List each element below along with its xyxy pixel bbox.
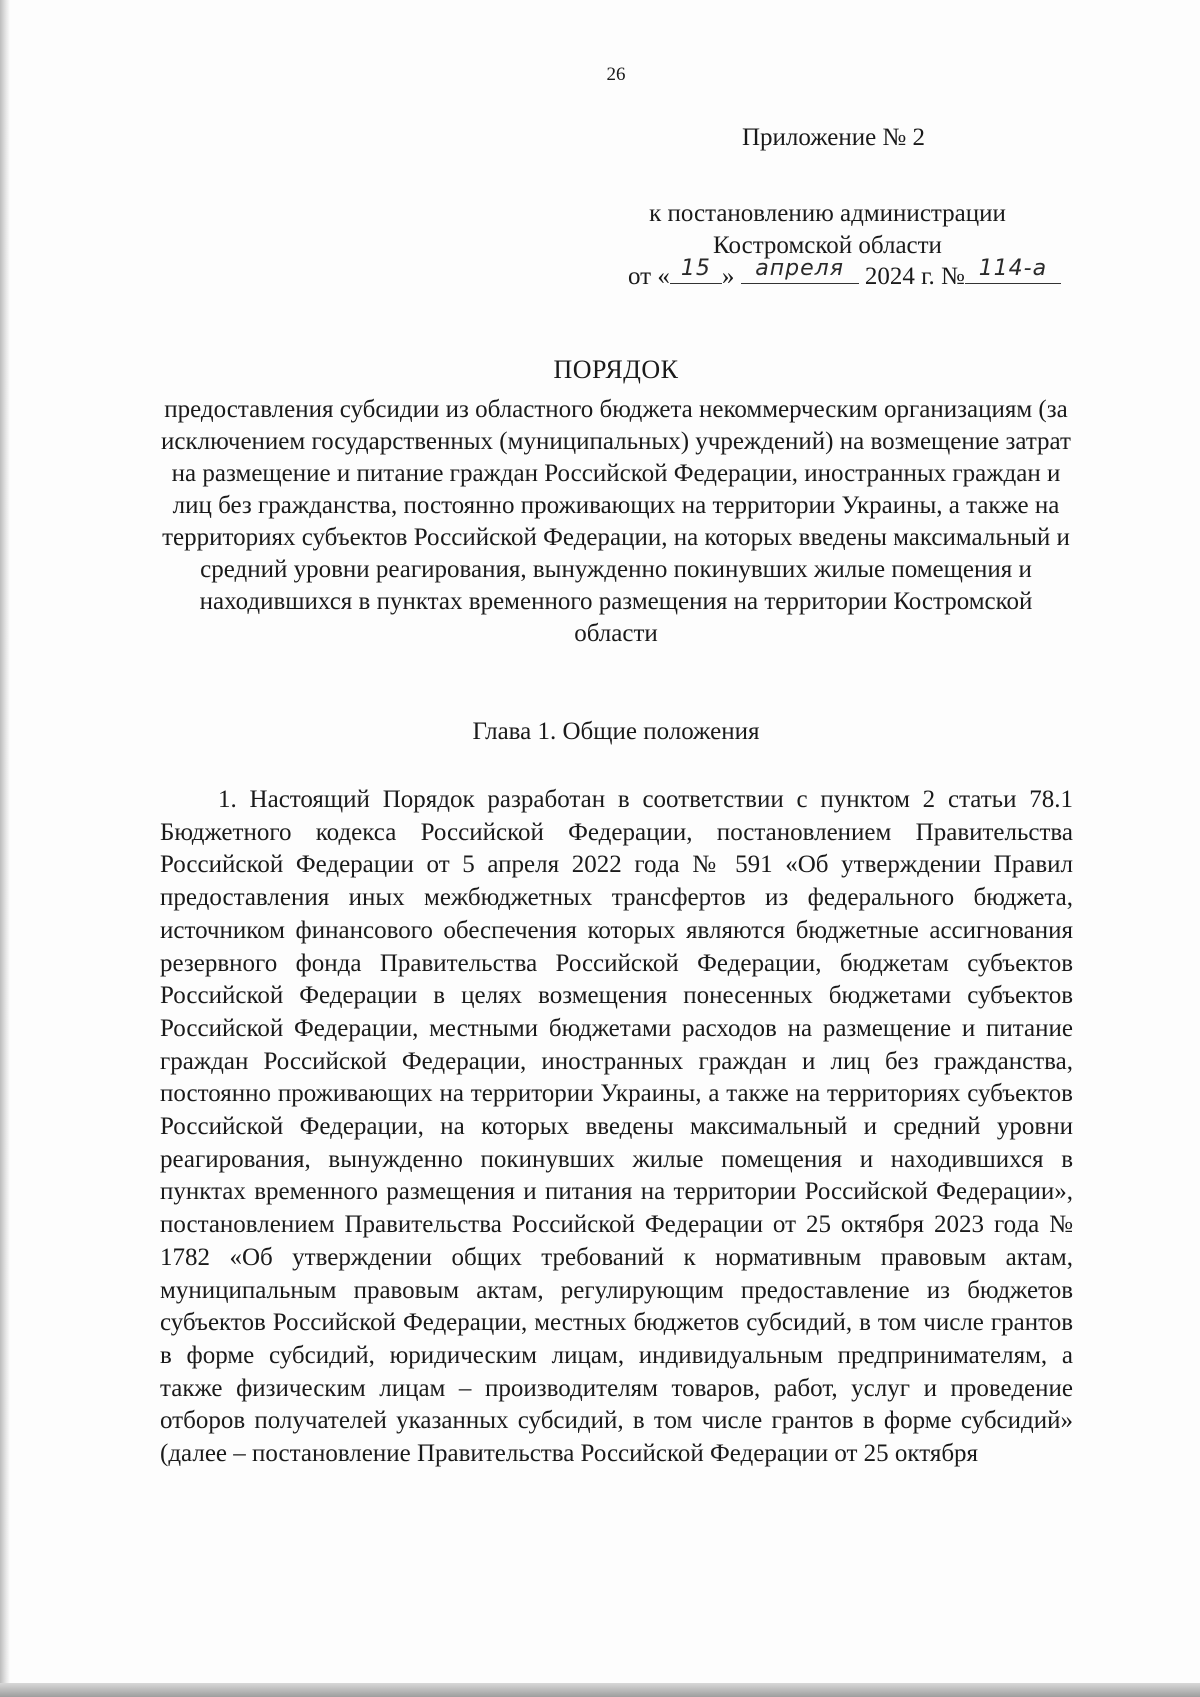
handwritten-day: 15 [680, 256, 711, 281]
chapter-heading: Глава 1. Общие положения [472, 718, 760, 745]
day-blank [670, 256, 722, 284]
scan-bottom-edge [0, 1683, 1200, 1697]
date-prefix: от « [628, 263, 670, 290]
document-subtitle: предоставления субсидии из областного бюджета некоммерческим организациям (за исключением государственных (муниципальных) учреждений) на возмещение затрат на размещение и питание граждан Российской Федерации, иностранных граждан и лиц без гражданства, постоянно проживающих на территории Украины, а также на территориях субъектов Российской Федерации, на которых введены максимальный и средний уровни реагирования, вынужденно покинувших жилые помещения и находившихся в пунктах временного размещения на территории Костромской области [161, 396, 1071, 647]
page-number: 26 [606, 64, 626, 85]
paragraph-1: 1. Настоящий Порядок разработан в соответствии с пунктом 2 статьи 78.1 Бюджетного кодекса Российской Федерации, постановлением Правительства Российской Федерации от 5 апреля 2022 года № 591 «Об утверждении Правил предоставления иных межбюджетных трансфертов из федерального бюджета, источником финансового обеспечения которых являются бюджетные ассигнования резервного фонда Правительства Российской Федерации, бюджетам субъектов Российской Федерации в целях возмещения понесенных бюджетами субъектов Российской Федерации, местными бюджетами расходов на размещение и питание граждан Российской Федерации, иностранных граждан и лиц без гражданства, постоянно проживающих на территории Украины, а также на территориях субъектов Российской Федерации, на которых введены максимальный и средний уровни реагирования, вынужденно покинувших жилые помещения и находившихся в пунктах временного размещения и питания на территории Российской Федерации», постановлением Правительства Российской Федерации от 25 октября 2023 года № 1782 «Об утверждении общих требований к нормативным правовым актам, муниципальным правовым актам, регулирующим предоставление из бюджетов субъектов Российской Федерации, местных бюджетов субсидий, в том числе грантов в форме субсидий, юридическим лицам, индивидуальным предпринимателям, а также физическим лицам – производителям товаров, работ, услуг и проведение отборов получателей указанных субсидий, в том числе грантов в форме субсидий» (далее – постановление Правительства Российской Федерации от 25 октября [160, 786, 1073, 1468]
annex-reference-line-2: Костромской области [713, 232, 942, 259]
annex-date-line [628, 256, 1061, 291]
handwritten-month: апреля [755, 256, 844, 281]
annex-reference-line-1: к постановлению администрации [649, 200, 1006, 227]
document-title: ПОРЯДОК [553, 355, 679, 384]
year-text: 2024 г. № [864, 263, 965, 290]
month-blank [741, 256, 859, 284]
annex-title: Приложение № 2 [742, 124, 926, 151]
number-blank [965, 256, 1061, 284]
date-mid: » [721, 263, 735, 290]
scan-left-edge [0, 0, 10, 1697]
annex-reference [560, 198, 1095, 262]
handwritten-number: 114-а [978, 256, 1048, 281]
